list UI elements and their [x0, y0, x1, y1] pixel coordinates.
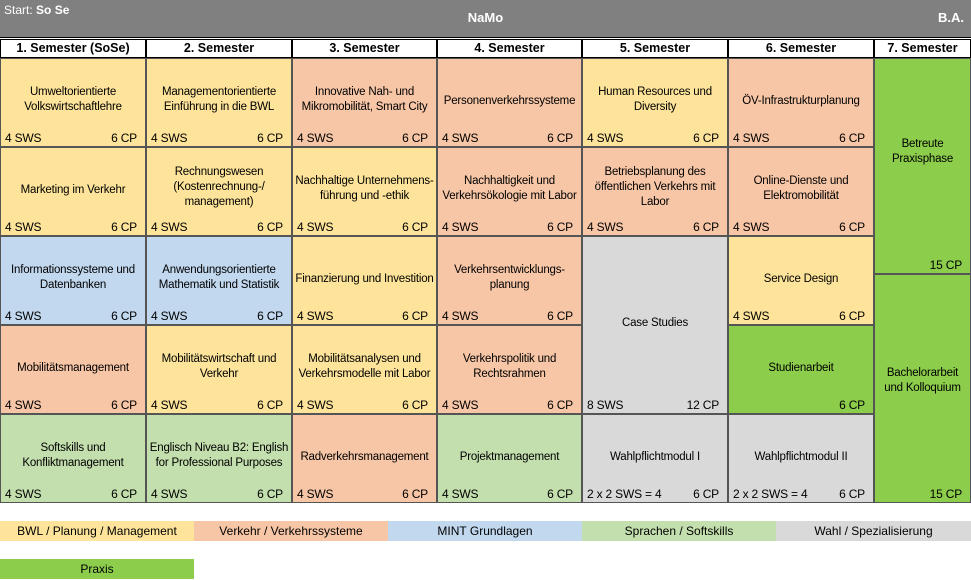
program-header-bar — [0, 0, 971, 38]
module-sws: 4 SWS — [5, 220, 42, 234]
module-title: Verkehrsentwicklungs- planung — [454, 263, 565, 291]
module-title: Innovative Nah- und Mikromobilität, Smart City — [301, 85, 428, 113]
module-sws: 8 SWS — [587, 398, 624, 412]
semester-header-2: 2. Semester — [146, 39, 292, 58]
module-cell — [582, 236, 728, 414]
module-sws: 4 SWS — [733, 220, 770, 234]
legend-bwl: BWL / Planung / Management — [0, 521, 194, 541]
module-cell — [874, 274, 971, 503]
module-cell — [437, 147, 582, 236]
module-cell — [292, 58, 437, 147]
module-title: Englisch Niveau B2: English for Professional Purposes — [149, 441, 289, 469]
semester-header-5: 5. Semester — [582, 39, 728, 58]
module-cell — [437, 236, 582, 325]
module-sws: 4 SWS — [587, 131, 624, 145]
module-cp: 6 CP — [839, 309, 865, 323]
module-cell — [0, 147, 146, 236]
semester-header-1: 1. Semester (SoSe) — [0, 39, 146, 58]
module-cp: 6 CP — [693, 220, 719, 234]
module-title: ÖV-Infrastrukturplanung — [742, 94, 860, 107]
module-cell — [437, 414, 582, 503]
module-title: Bachelorarbeit und Kolloquium — [884, 366, 961, 394]
semester-header-4: 4. Semester — [437, 39, 582, 58]
module-cp: 6 CP — [693, 131, 719, 145]
start-prefix: Start: — [4, 3, 33, 17]
module-cp: 6 CP — [839, 220, 865, 234]
module-cp: 6 CP — [111, 131, 137, 145]
module-sws: 4 SWS — [442, 398, 479, 412]
module-cp: 6 CP — [547, 398, 573, 412]
module-title: Nachhaltigkeit und Verkehrsökologie mit Labor — [442, 174, 577, 202]
legend-mint: MINT Grundlagen — [388, 521, 582, 541]
module-title: Service Design — [763, 272, 839, 285]
module-cp: 6 CP — [111, 487, 137, 501]
module-sws: 4 SWS — [151, 131, 188, 145]
module-cp: 6 CP — [402, 487, 428, 501]
module-cell — [582, 414, 728, 503]
module-cell — [0, 325, 146, 414]
module-title: Studienarbeit — [768, 361, 834, 374]
module-sws: 4 SWS — [151, 309, 188, 323]
module-title: Betriebsplanung des öffentlichen Verkehrs mit Labor — [594, 165, 716, 208]
module-cell — [728, 325, 874, 414]
module-cell — [728, 147, 874, 236]
module-title: Personenverkehrssysteme — [443, 94, 576, 107]
degree-label: B.A. — [938, 10, 964, 25]
semester-header-3: 3. Semester — [292, 39, 437, 58]
module-cp: 6 CP — [402, 131, 428, 145]
module-cp: 15 CP — [929, 487, 962, 501]
module-cp: 6 CP — [547, 131, 573, 145]
module-title: Marketing im Verkehr — [20, 183, 126, 196]
module-title: Online-Dienste und Elektromobilität — [753, 174, 849, 202]
semester-header-7: 7. Semester — [874, 39, 971, 58]
module-sws: 4 SWS — [442, 487, 479, 501]
module-cell — [728, 236, 874, 325]
module-cp: 15 CP — [929, 258, 962, 272]
module-sws: 4 SWS — [5, 487, 42, 501]
module-cp: 6 CP — [839, 131, 865, 145]
module-cell — [292, 325, 437, 414]
module-cell — [437, 58, 582, 147]
module-cell — [146, 236, 292, 325]
module-title: Betreute Praxisphase — [891, 138, 954, 166]
legend-sprachen: Sprachen / Softskills — [582, 521, 776, 541]
module-sws: 4 SWS — [5, 309, 42, 323]
module-sws: 2 x 2 SWS = 4 — [587, 487, 662, 501]
module-cell — [728, 58, 874, 147]
module-cp: 6 CP — [111, 309, 137, 323]
module-cp: 6 CP — [402, 398, 428, 412]
module-cell — [582, 147, 728, 236]
module-cell — [146, 58, 292, 147]
module-cell — [292, 414, 437, 503]
module-cell — [146, 325, 292, 414]
module-title: Verkehrspolitik und Rechtsrahmen — [462, 352, 557, 380]
module-cp: 6 CP — [547, 487, 573, 501]
module-sws: 4 SWS — [587, 220, 624, 234]
module-sws: 4 SWS — [297, 487, 334, 501]
module-sws: 4 SWS — [5, 398, 42, 412]
module-sws: 4 SWS — [5, 131, 42, 145]
module-title: Mobilitätswirtschaft und Verkehr — [161, 352, 277, 380]
module-sws: 4 SWS — [442, 309, 479, 323]
module-cell — [292, 147, 437, 236]
module-cp: 6 CP — [111, 398, 137, 412]
module-cp: 6 CP — [547, 309, 573, 323]
module-title: Wahlpflichtmodul I — [610, 450, 700, 463]
module-title: Finanzierung und Investition — [295, 272, 434, 285]
program-title: NaMo — [467, 10, 504, 25]
module-title: Informationssysteme und Datenbanken — [11, 263, 135, 291]
legend-wahl: Wahl / Spezialisierung — [776, 521, 971, 541]
module-sws: 4 SWS — [151, 220, 188, 234]
module-cell — [292, 236, 437, 325]
legend-verkehr: Verkehr / Verkehrssysteme — [194, 521, 388, 541]
module-cell — [146, 147, 292, 236]
module-sws: 4 SWS — [442, 220, 479, 234]
module-sws: 4 SWS — [733, 131, 770, 145]
semester-header-6: 6. Semester — [728, 39, 874, 58]
module-sws: 4 SWS — [733, 309, 770, 323]
module-cell — [728, 414, 874, 503]
module-title: Mobilitätsmanagement — [17, 361, 129, 374]
module-title: Case Studies — [622, 317, 688, 329]
module-sws: 4 SWS — [297, 131, 334, 145]
module-cp: 6 CP — [257, 131, 283, 145]
module-cp: 12 CP — [686, 398, 719, 412]
module-sws: 4 SWS — [297, 398, 334, 412]
module-title: Softskills und Konfliktmanagement — [22, 441, 124, 469]
module-cp: 6 CP — [839, 398, 865, 412]
module-title: Anwendungsorientierte Mathematik und Statistik — [158, 263, 280, 291]
legend-praxis: Praxis — [0, 559, 194, 579]
module-cell — [0, 58, 146, 147]
module-cp: 6 CP — [547, 220, 573, 234]
module-cp: 6 CP — [257, 220, 283, 234]
module-title: Umweltorientierte Volkswirtschaftlehre — [24, 85, 122, 113]
module-sws: 4 SWS — [151, 398, 188, 412]
module-sws: 4 SWS — [297, 220, 334, 234]
module-cp: 6 CP — [257, 487, 283, 501]
module-cell — [146, 414, 292, 503]
module-sws: 2 x 2 SWS = 4 — [733, 487, 808, 501]
module-cp: 6 CP — [257, 309, 283, 323]
module-cell — [582, 58, 728, 147]
module-title: Nachhaltige Unternehmens- führung und -ethik — [295, 174, 434, 202]
module-cell — [874, 58, 971, 274]
module-title: Managementorientierte Einführung in die BWL — [161, 85, 277, 113]
module-title: Wahlpflichtmodul II — [754, 450, 848, 463]
module-cell — [0, 236, 146, 325]
module-cp: 6 CP — [257, 398, 283, 412]
module-title: Rechnungswesen (Kostenrechnung-/ management) — [173, 165, 265, 208]
module-title: Projektmanagement — [459, 450, 560, 463]
module-sws: 4 SWS — [442, 131, 479, 145]
module-cp: 6 CP — [402, 220, 428, 234]
module-sws: 4 SWS — [297, 309, 334, 323]
module-cp: 6 CP — [402, 309, 428, 323]
module-sws: 4 SWS — [151, 487, 188, 501]
module-cp: 6 CP — [839, 487, 865, 501]
module-title: Radverkehrsmanagement — [300, 450, 429, 463]
module-cp: 6 CP — [111, 220, 137, 234]
start-value: So Se — [36, 3, 70, 17]
module-title: Mobilitätsanalysen und Verkehrsmodelle mit Labor — [298, 352, 431, 380]
module-cp: 6 CP — [693, 487, 719, 501]
module-cell — [0, 414, 146, 503]
module-title: Human Resources und Diversity — [598, 85, 712, 113]
module-cell — [437, 325, 582, 414]
